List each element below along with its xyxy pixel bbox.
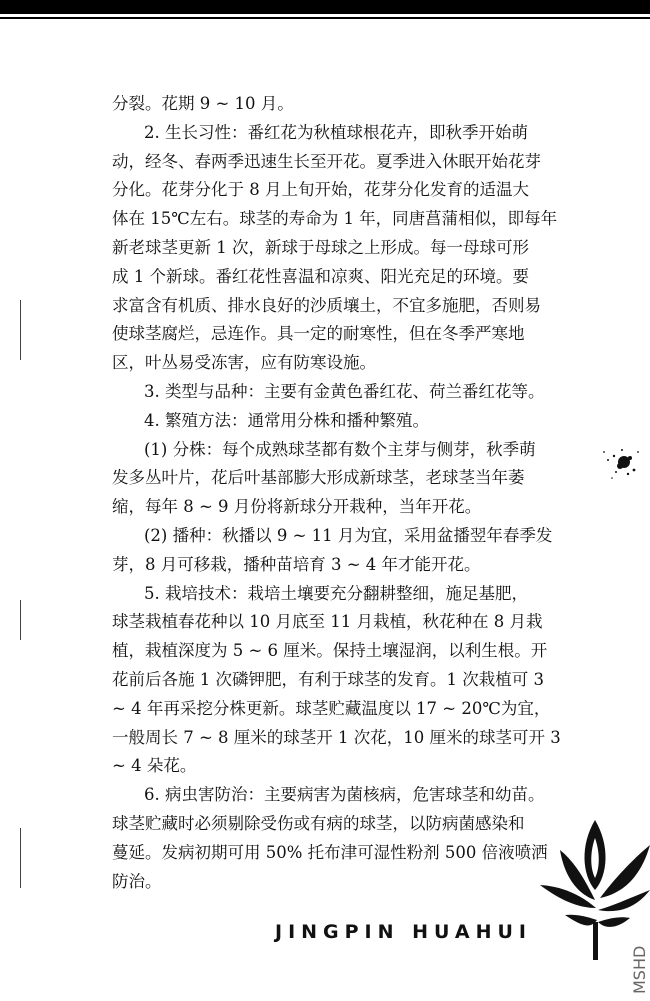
text-line: 成 1 个新球。番红花性喜温和凉爽、阳光充足的环境。要 <box>112 266 529 286</box>
text-line: 发多丛叶片，花后叶基部膨大形成新球茎，老球茎当年萎 <box>112 468 525 488</box>
text-line: (1) 分株：每个成熟球茎都有数个主芽与侧芽，秋季萌 <box>144 439 536 459</box>
text-line: 花前后各施 1 次磷钾肥，有利于球茎的发育。1 次栽植可 3 <box>112 669 544 689</box>
text-line: 使球茎腐烂，忌连作。具一定的耐寒性，但在冬季严寒地 <box>112 324 525 344</box>
binding-mark <box>20 300 21 360</box>
text-line: 分裂。花期 9 ~ 10 月。 <box>112 94 294 113</box>
top-rule <box>0 0 650 14</box>
text-line: 2. 生长习性：番红花为秋植球根花卉，即秋季开始萌 <box>144 122 528 142</box>
text-line: 植，栽植深度为 5 ~ 6 厘米。保持土壤湿润，以利生根。开 <box>112 641 548 661</box>
text-line: 一般周长 7 ~ 8 厘米的球茎开 1 次花，10 厘米的球茎可开 3 <box>112 727 561 747</box>
watermark-text: MSHD <box>630 945 649 994</box>
text-line: 求富含有机质、排水良好的沙质壤土，不宜多施肥，否则易 <box>112 295 541 315</box>
text-line: 区，叶丛易受冻害，应有防寒设施。 <box>112 353 376 373</box>
text-line: 新老球茎更新 1 次，新球于母球之上形成。每一母球可形 <box>112 237 529 257</box>
text-line: 分化。花芽分化于 8 月上旬开始，花芽分化发育的适温大 <box>112 180 529 200</box>
footer-running-title: JINGPIN HUAHUI <box>275 921 532 943</box>
text-line: ~ 4 年再采挖分株更新。球茎贮藏温度以 17 ~ 20℃为宜， <box>112 698 551 718</box>
ink-speck-icon <box>594 440 646 490</box>
text-line: ~ 4 朵花。 <box>112 756 197 776</box>
text-line: 蔓延。发病初期可用 50% 托布津可湿性粉剂 500 倍液喷洒 <box>112 842 548 862</box>
text-line: 球茎贮藏时必须剔除受伤或有病的球茎，以防病菌感染和 <box>112 813 525 833</box>
text-line: 芽，8 月可移栽，播种苗培育 3 ~ 4 年才能开花。 <box>112 554 481 574</box>
top-rule-thin <box>0 17 650 19</box>
text-line: 3. 类型与品种：主要有金黄色番红花、荷兰番红花等。 <box>144 381 545 401</box>
binding-mark <box>20 600 21 640</box>
text-line: 防治。 <box>112 871 162 891</box>
watermark <box>630 890 648 1000</box>
text-line: 6. 病虫害防治：主要病害为菌核病，危害球茎和幼苗。 <box>144 785 545 805</box>
page-body <box>112 90 561 896</box>
text-line: 体在 15℃左右。球茎的寿命为 1 年，同唐菖蒲相似，即每年 <box>112 209 558 229</box>
text-line: 4. 繁殖方法：通常用分株和播种繁殖。 <box>144 410 429 430</box>
text-line: 缩，每年 8 ~ 9 月份将新球分开栽种，当年开花。 <box>112 497 482 517</box>
text-line: 动，经冬、春两季迅速生长至开花。夏季进入休眠开始花芽 <box>112 151 541 171</box>
binding-mark <box>20 828 21 888</box>
text-line: 球茎栽植春花种以 10 月底至 11 月栽植，秋花种在 8 月栽 <box>112 612 543 632</box>
text-line: 5. 栽培技术：栽培土壤要充分翻耕整细，施足基肥， <box>144 583 528 603</box>
text-line: (2) 播种：秋播以 9 ~ 11 月为宜，采用盆播翌年春季发 <box>144 525 553 545</box>
